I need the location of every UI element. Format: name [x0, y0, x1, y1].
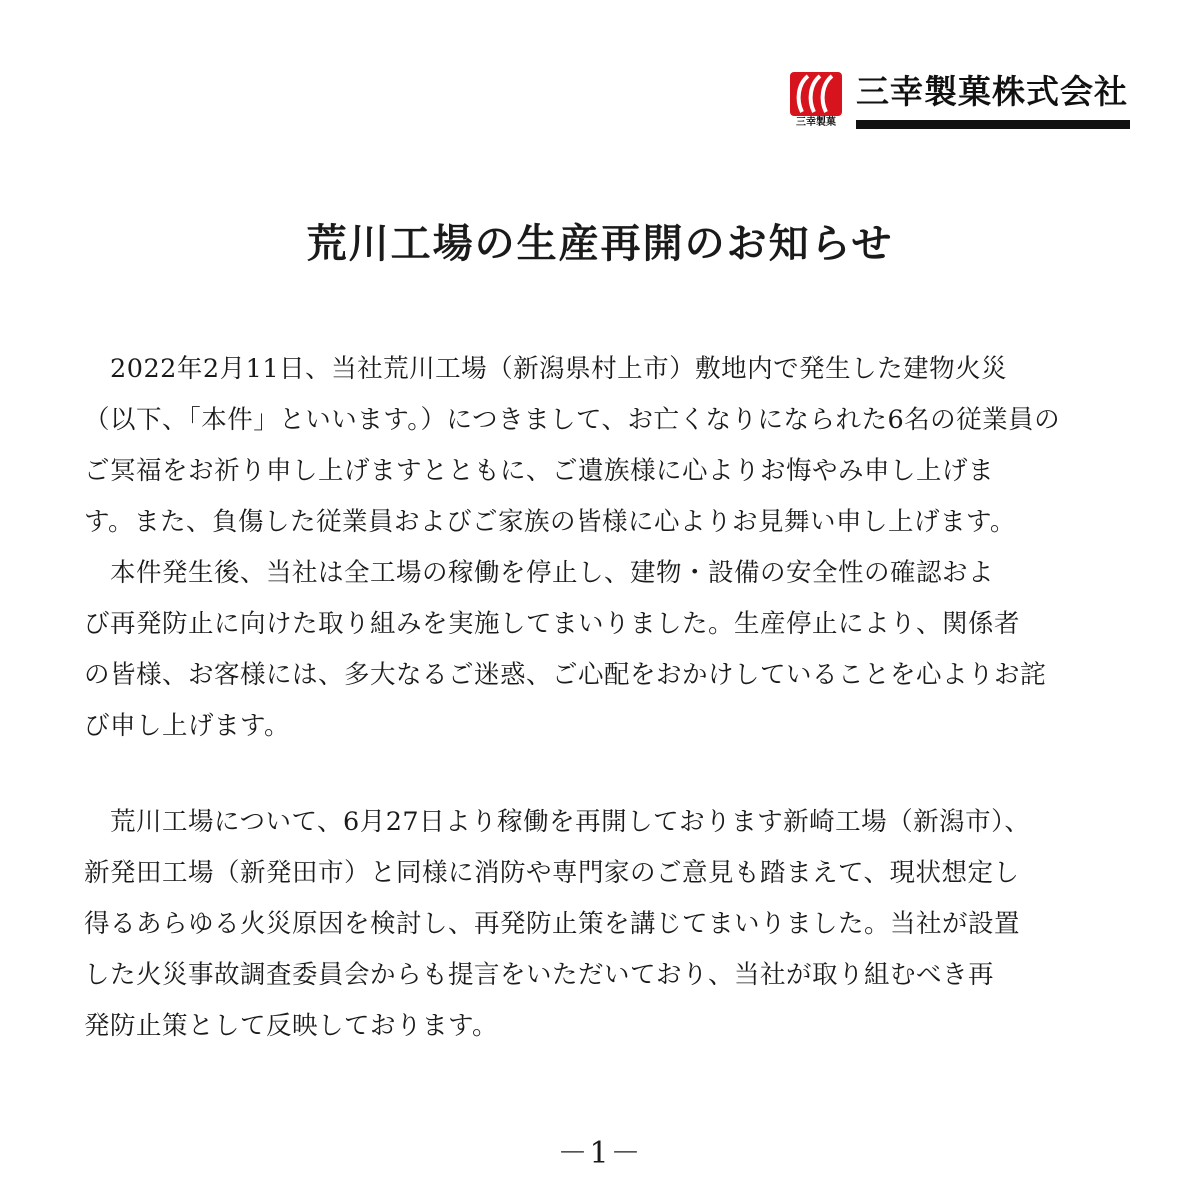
paragraph-2	[84, 548, 1124, 752]
text-line: 本件発生後、当社は全工場の稼働を停止し、建物・設備の安全性の確認およ	[84, 558, 995, 588]
body-text-block-1	[84, 344, 1124, 752]
page-title: 荒川工場の生産再開のお知らせ	[306, 221, 894, 267]
text-line: す。また、負傷した従業員およびご家族の皆様に心よりお見舞い申し上げます。	[84, 507, 1016, 537]
text-line: （以下、「本件」といいます。）につきまして、お亡くなりになられた6名の従業員の	[84, 405, 1061, 435]
company-header	[788, 70, 1136, 142]
paragraph-3	[84, 797, 1124, 1052]
page-number: －1－	[557, 1136, 643, 1171]
company-name: 三幸製菓株式会社	[856, 72, 1128, 111]
paragraph-1	[84, 344, 1124, 548]
text-line: 荒川工場について、6月27日より稼働を再開しております新崎工場（新潟市）、	[84, 807, 1031, 837]
text-line: 発防止策として反映しております。	[84, 1011, 498, 1041]
logo-caption: 三幸製菓	[796, 117, 836, 128]
text-line: 新発田工場（新発田市）と同様に消防や専門家のご意見も踏まえて、現状想定し	[84, 858, 1020, 888]
body-text-block-2	[84, 797, 1124, 1052]
text-line: び再発防止に向けた取り組みを実施してまいりました。生産停止により、関係者	[84, 609, 1021, 639]
text-line: した火災事故調査委員会からも提言をいただいており、当社が取り組むべき再	[84, 960, 995, 990]
company-name-underline	[856, 120, 1130, 129]
text-line: 得るあらゆる火災原因を検討し、再発防止策を講じてまいりました。当社が設置	[84, 909, 1021, 939]
text-line: び申し上げます。	[84, 711, 290, 741]
text-line: 2022年2月11日、当社荒川工場（新潟県村上市）敷地内で発生した建物火災	[84, 354, 1008, 384]
text-line: ご冥福をお祈り申し上げますとともに、ご遺族様に心よりお悔やみ申し上げま	[84, 456, 995, 486]
text-line: の皆様、お客様には、多大なるご迷惑、ご心配をおかけしていることを心よりお詫	[84, 660, 1047, 690]
